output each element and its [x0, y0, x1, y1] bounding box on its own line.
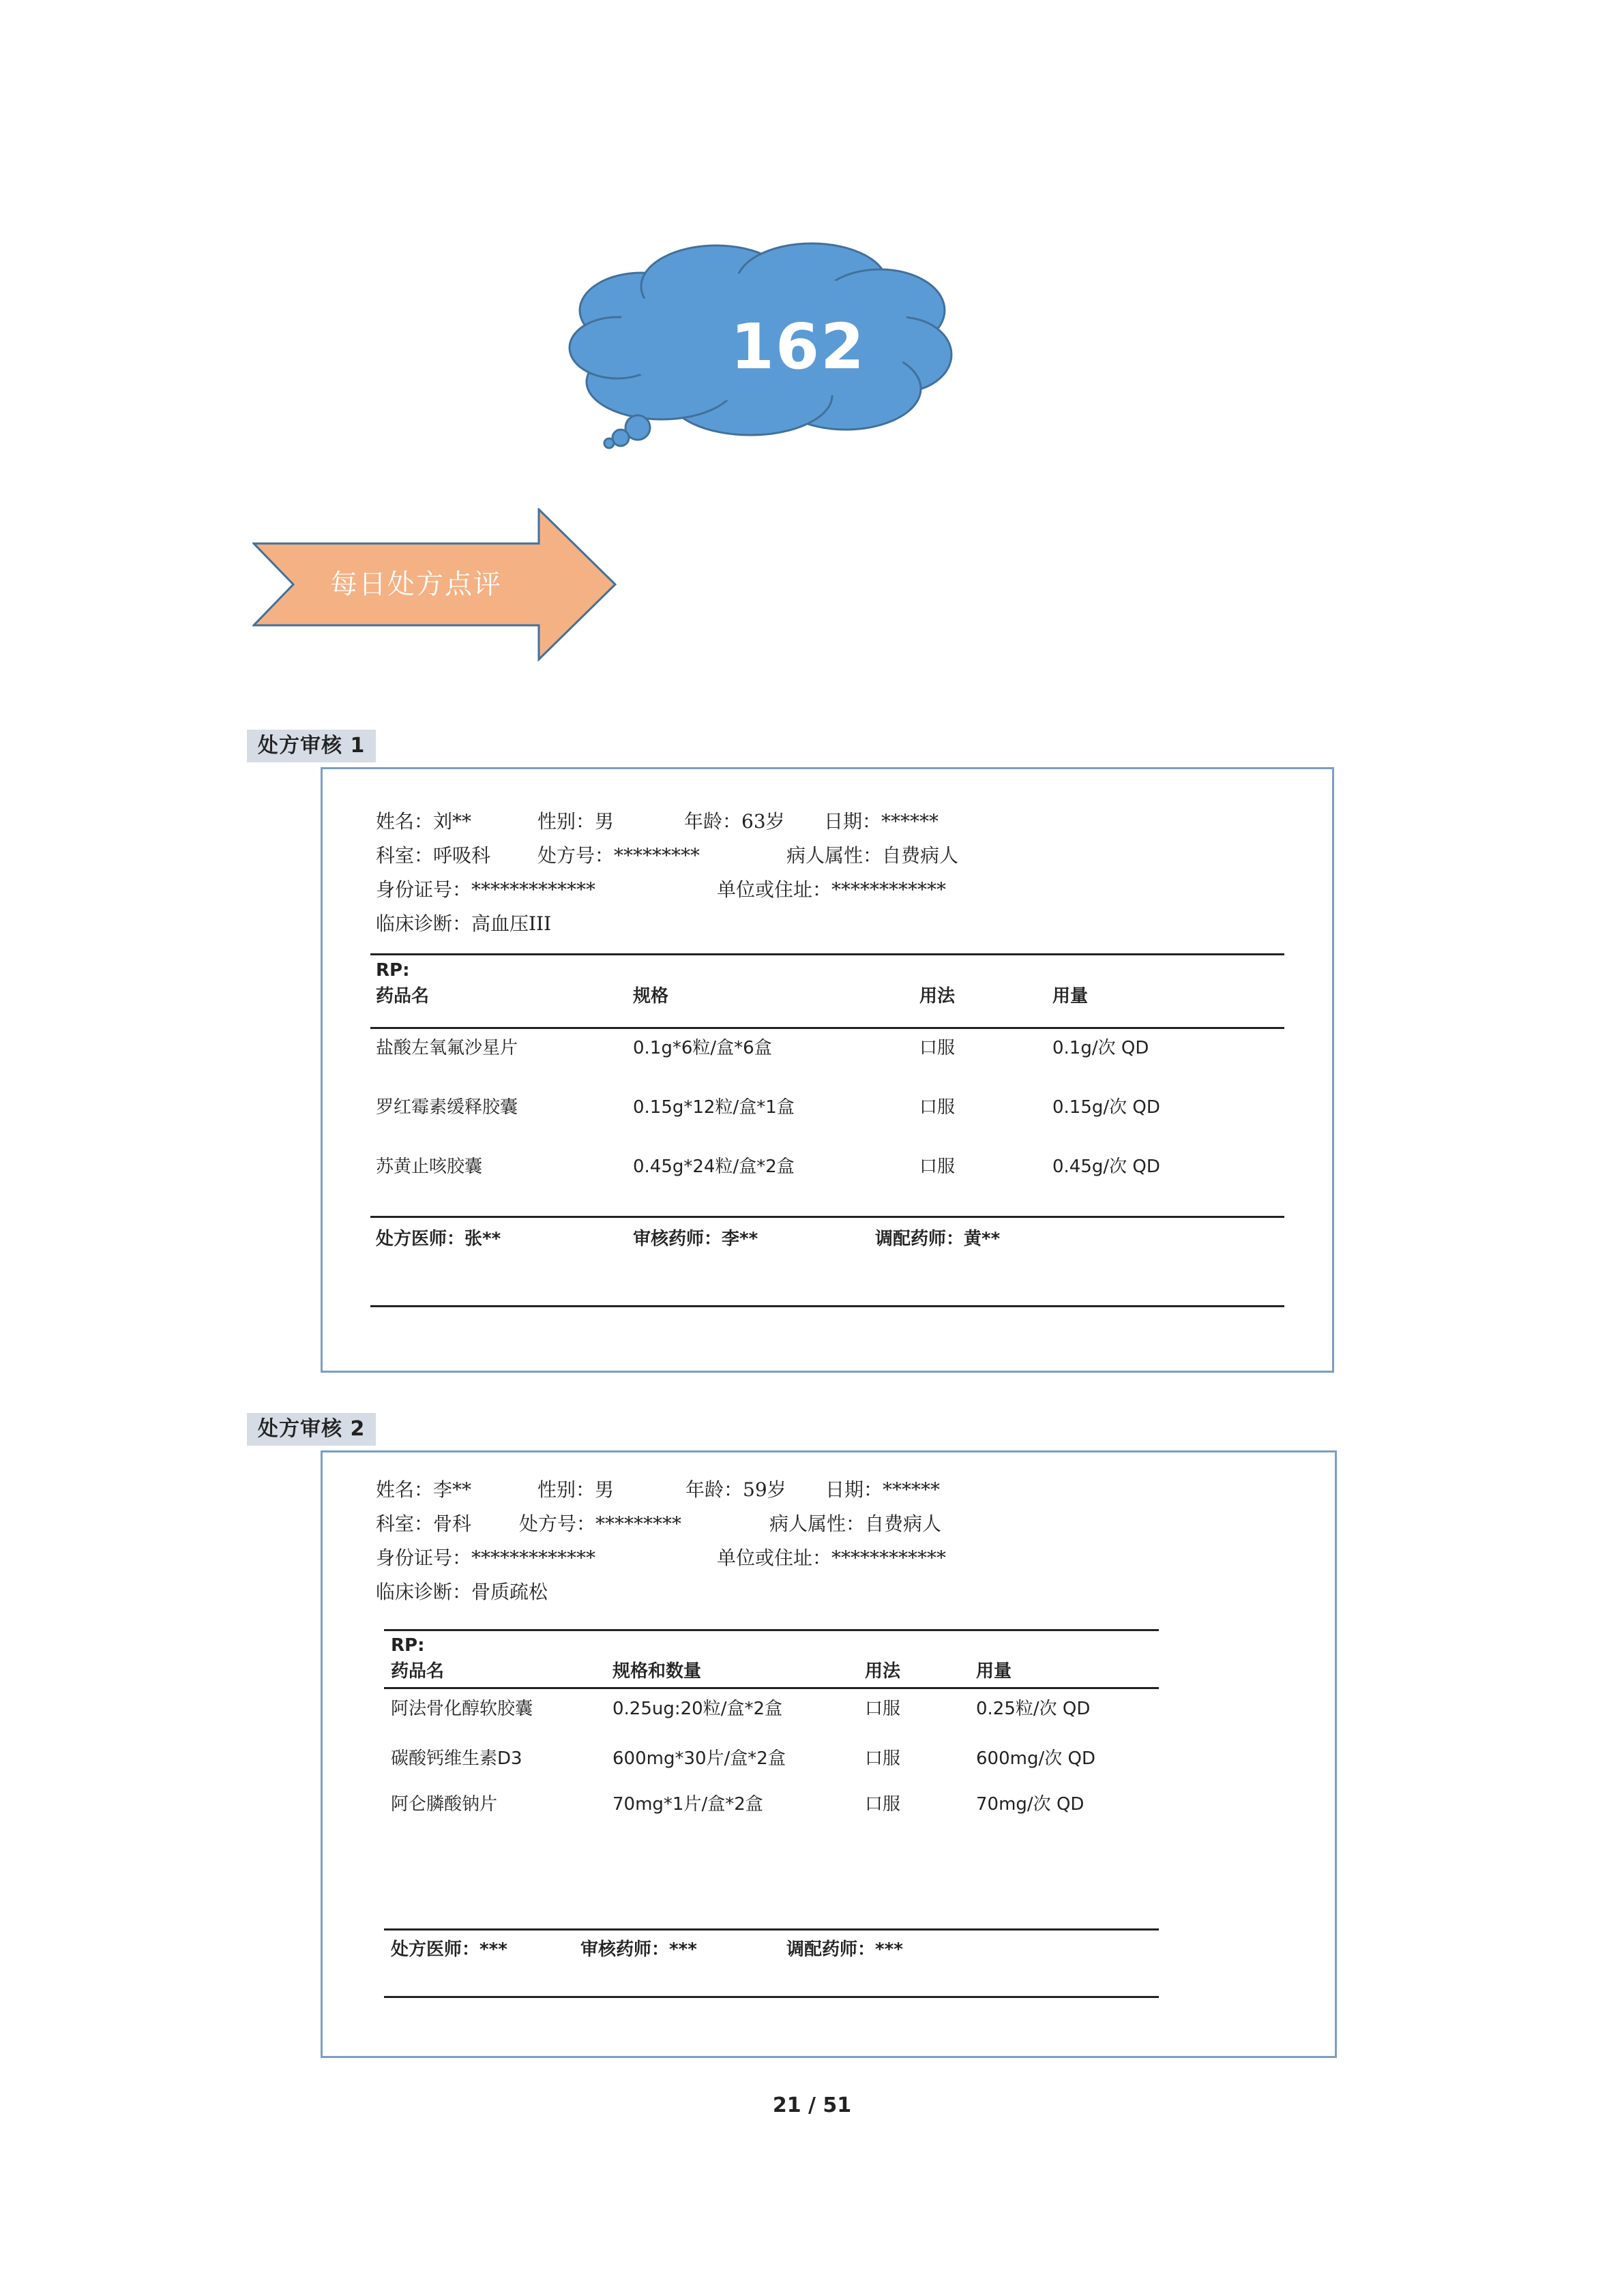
drug-dosage: 0.1g/次 QD	[1052, 1038, 1149, 1058]
id-number: 身份证号：*************	[376, 878, 596, 901]
department: 科室：呼吸科	[376, 844, 491, 867]
drug-name: 盐酸左氧氟沙星片	[376, 1038, 518, 1058]
diagnosis: 临床诊断：骨质疏松	[376, 1581, 548, 1603]
id-number: 身份证号：*************	[376, 1547, 596, 1569]
divider	[384, 1687, 1159, 1689]
drug-dosage: 0.25粒/次 QD	[976, 1699, 1091, 1719]
page-number: 21 / 51	[772, 2093, 852, 2117]
drug-dosage: 70mg/次 QD	[976, 1794, 1084, 1815]
drug-usage: 口服	[865, 1748, 901, 1769]
patient-name: 姓名：李**	[376, 1478, 472, 1501]
header-drug-name: 药品名	[391, 1661, 445, 1682]
drug-name: 苏黄止咳胶囊	[376, 1157, 483, 1177]
drug-spec: 0.25ug:20粒/盒*2盒	[612, 1699, 783, 1719]
patient-type: 病人属性：自费病人	[786, 844, 959, 867]
header-usage: 用法	[865, 1661, 901, 1682]
divider	[384, 1928, 1159, 1930]
drug-usage: 口服	[919, 1038, 956, 1058]
prescription-card-2	[321, 1450, 1337, 2058]
rx-date: 日期：******	[824, 810, 939, 833]
patient-gender: 性别：男	[537, 810, 615, 833]
cloud-badge	[559, 235, 969, 453]
patient-name: 姓名：刘**	[376, 810, 472, 833]
divider	[384, 1996, 1159, 1998]
doctor: 处方医师：***	[391, 1939, 507, 1960]
prescription-card-1	[321, 767, 1334, 1373]
drug-name: 阿仑膦酸钠片	[391, 1794, 498, 1815]
drug-name: 罗红霉素缓释胶囊	[376, 1097, 518, 1118]
drug-dosage: 0.45g/次 QD	[1052, 1157, 1160, 1177]
divider	[370, 1216, 1284, 1218]
rx-number: 处方号：*********	[537, 844, 700, 867]
divider	[370, 953, 1284, 955]
drug-dosage: 0.15g/次 QD	[1052, 1097, 1160, 1118]
drug-spec: 70mg*1片/盒*2盒	[612, 1794, 763, 1815]
drug-usage: 口服	[865, 1794, 901, 1815]
drug-spec: 0.45g*24粒/盒*2盒	[633, 1157, 795, 1177]
diagnosis: 临床诊断：高血压III	[376, 912, 552, 935]
drug-spec: 0.1g*6粒/盒*6盒	[633, 1038, 772, 1058]
address: 单位或住址：************	[717, 1547, 947, 1569]
header-drug-name: 药品名	[376, 986, 430, 1007]
divider	[384, 1629, 1159, 1631]
drug-name: 碳酸钙维生素D3	[391, 1748, 522, 1769]
header-spec: 规格和数量	[612, 1661, 702, 1682]
drug-name: 阿法骨化醇软胶囊	[391, 1699, 533, 1719]
rp-label: RP:	[376, 960, 410, 981]
section-tag-1: 处方审核 1	[247, 730, 376, 762]
header-dosage: 用量	[1052, 986, 1089, 1007]
doctor: 处方医师：张**	[376, 1229, 501, 1249]
rp-label: RP:	[391, 1635, 425, 1656]
rx-number: 处方号：*********	[519, 1512, 682, 1535]
drug-usage: 口服	[865, 1699, 901, 1719]
reviewer: 审核药师：李**	[633, 1229, 758, 1249]
drug-spec: 0.15g*12粒/盒*1盒	[633, 1097, 795, 1118]
arrow-label: 每日处方点评	[330, 569, 502, 600]
patient-age: 年龄：63岁	[684, 810, 785, 833]
drug-dosage: 600mg/次 QD	[976, 1748, 1095, 1769]
drug-spec: 600mg*30片/盒*2盒	[612, 1748, 786, 1769]
department: 科室：骨科	[376, 1512, 472, 1535]
header-usage: 用法	[919, 986, 956, 1007]
section-tag-2: 处方审核 2	[247, 1413, 376, 1446]
divider	[370, 1027, 1284, 1029]
address: 单位或住址：************	[717, 878, 947, 901]
header-spec: 规格	[633, 986, 669, 1007]
rx-date: 日期：******	[825, 1478, 941, 1501]
patient-age: 年龄：59岁	[685, 1478, 786, 1501]
dispenser: 调配药师：***	[786, 1939, 903, 1960]
patient-gender: 性别：男	[537, 1478, 615, 1501]
cloud-number: 162	[730, 310, 866, 383]
patient-type: 病人属性：自费病人	[769, 1512, 942, 1535]
drug-usage: 口服	[919, 1157, 956, 1177]
divider	[370, 1305, 1284, 1307]
dispenser: 调配药师：黄**	[875, 1229, 1001, 1249]
header-dosage: 用量	[976, 1661, 1012, 1682]
arrow-banner	[252, 508, 621, 661]
drug-usage: 口服	[919, 1097, 956, 1118]
reviewer: 审核药师：***	[580, 1939, 697, 1960]
